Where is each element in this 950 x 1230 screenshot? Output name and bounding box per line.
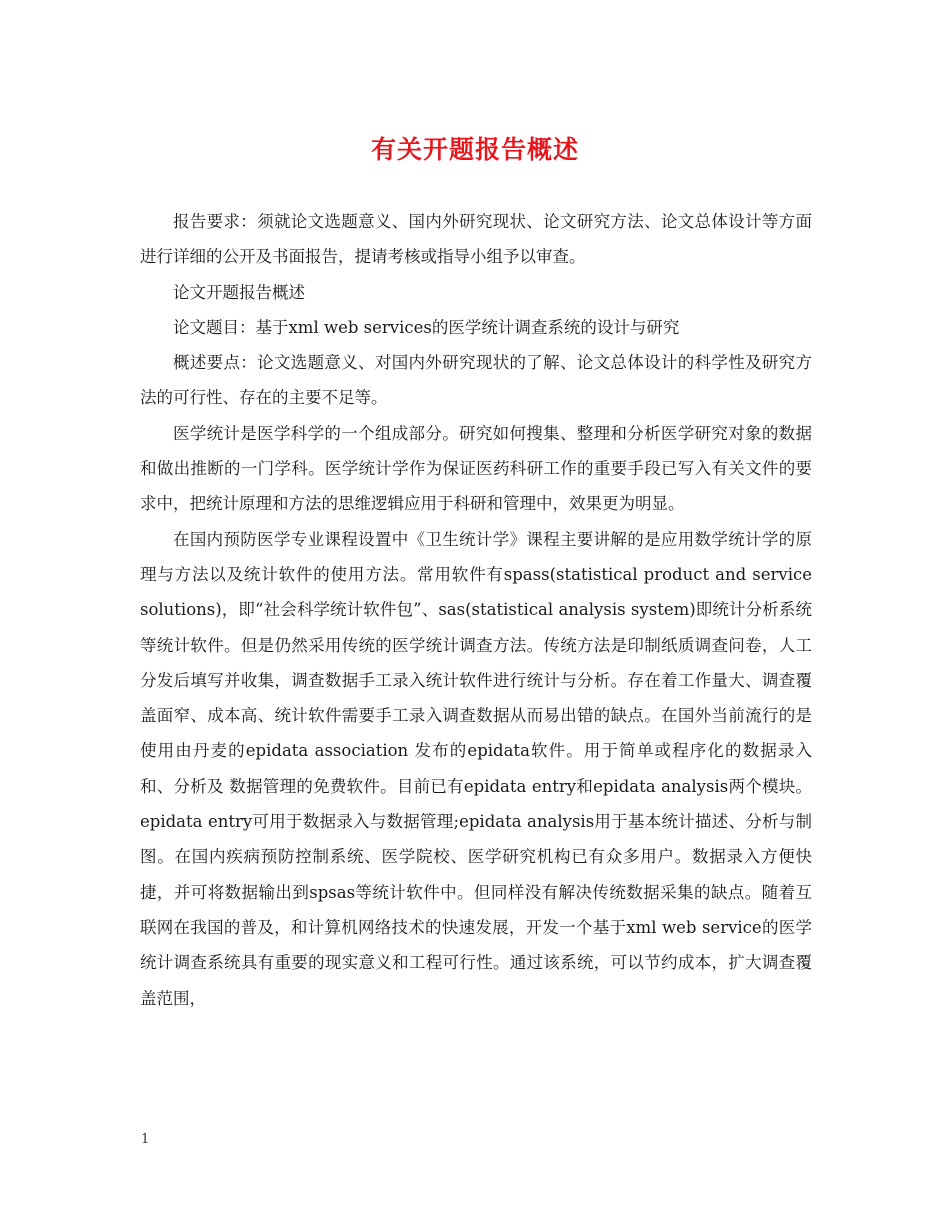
paragraph-domestic-curriculum: 在国内预防医学专业课程设置中《卫生统计学》课程主要讲解的是应用数学统计学的原理与方法以及统计软件的使用方法。常用软件有spass(statistical product and service solutions)，即“社会科学统计软件包”、sas(statistical analysis system)即统计分析系统等统计软件。但是仍然采用传统的医学统计调查方法。传统方法是印制纸质调查问卷，人工分发后填写并收集，调查数据手工录入统计软件进行统计与分析。存在着工作量大、调查覆盖面窄、成本高、统计软件需要手工录入调查数据从而易出错的缺点。在国外当前流行的是使用由丹麦的epidata association 发布的epidata软件。用于简单或程序化的数据录入和、分析及 数据管理的免费软件。目前已有epidata entry和epidata analysis两个模块。 epidata entry可用于数据录入与数据管理;epidata analysis用于基本统计描述、分析与制图。在国内疾病预防控制系统、医学院校、医学研究机构已有众多用户。数据录入方便快捷，并可将数据输出到spsas等统计软件中。但同样没有解决传统数据采集的缺点。随着互联网在我国的普及，和计算机网络技术的快速发展，开发一个基于xml web service的医学统计调查系统具有重要的现实意义和工程可行性。通过该系统，可以节约成本，扩大调查覆盖范围， [140, 529, 812, 1008]
document-body [140, 204, 812, 1016]
paragraph-thesis-topic: 论文题目：基于xml web services的医学统计调查系统的设计与研究 [173, 317, 680, 337]
paragraph-overview-heading: 论文开题报告概述 [173, 282, 305, 302]
paragraph-medical-statistics: 医学统计是医学科学的一个组成部分。研究如何搜集、整理和分析医学研究对象的数据和做出推断的一门学科。医学统计学作为保证医药科研工作的重要手段已写入有关文件的要求中，把统计原理和方法的思维逻辑应用于科研和管理中，效果更为明显。 [140, 423, 812, 514]
document-title: 有关开题报告概述 [370, 135, 579, 164]
paragraph-report-requirements: 报告要求：须就论文选题意义、国内外研究现状、论文研究方法、论文总体设计等方面进行详细的公开及书面报告，提请考核或指导小组予以审查。 [140, 212, 812, 267]
paragraph-key-points: 概述要点：论文选题意义、对国内外研究现状的了解、论文总体设计的科学性及研究方法的可行性、存在的主要不足等。 [140, 353, 812, 408]
page-number: 1 [141, 1132, 150, 1147]
